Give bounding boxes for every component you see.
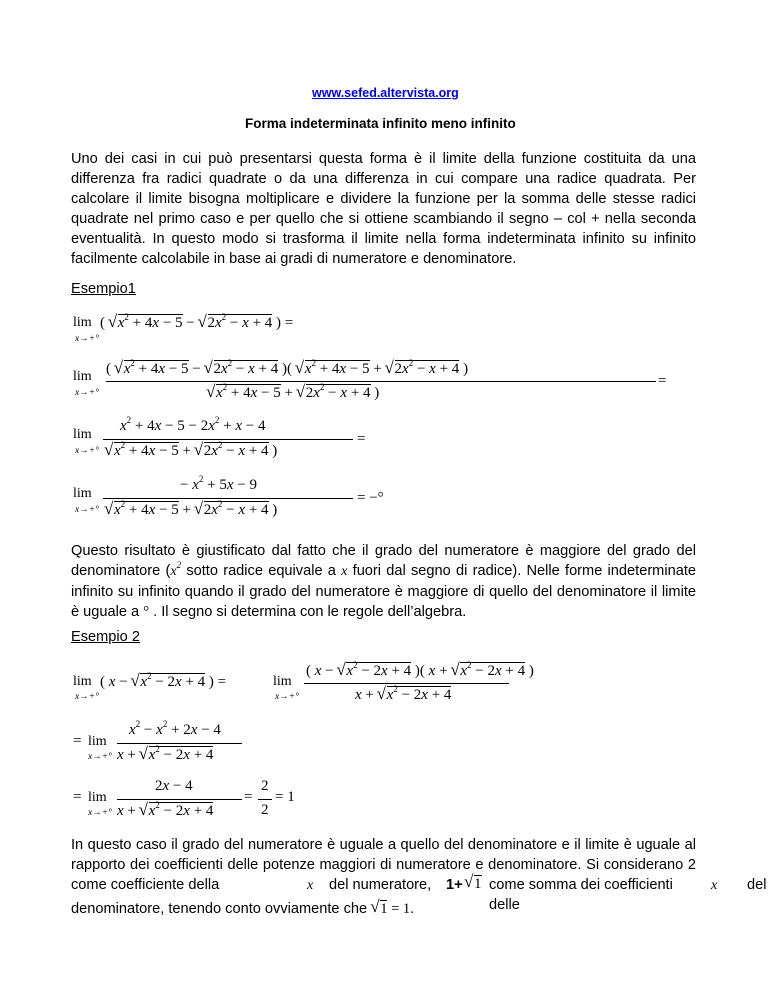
example2-conclusion-2: x del numeratore, 1+ √ 1 come somma dei coefficienti delle x del (71, 875, 696, 897)
limit-subscript: x→+° (75, 505, 99, 515)
limit-word: lim (88, 734, 107, 749)
example1-step3: lim x→+° $x^2 + 4x - 5 - 2x^2 + x - 4$ √ $x^2 + 4x - 5$ + √ $2x^2 - x + 4$ ) = (73, 418, 383, 468)
example2-conclusion-1: In questo caso il grado del numeratore è uguale a quello del denominatore e il limite è uguale al rapporto dei coefficienti delle potenze maggiori di numeratore e denominatore. Si considerano 2 come coefficiente della (71, 837, 696, 893)
limit-subscript: x→+° (275, 692, 299, 702)
limit-subscript: x→+° (75, 446, 99, 456)
fraction-bar (103, 498, 353, 499)
limit-word: lim (73, 369, 92, 384)
intro-paragraph: Uno dei casi in cui può presentarsi questa forma è il limite della funzione costituita da una differenza fra radici quadrate o da una differenza in cui compare una radice quadrata. Per calcolare il limite bisogna moltiplicare e dividere la funzione per la somma delle stesse radici quadrate nel primo caso e per quello che si ottiene scambiando il segno – col + nella seconda eventualità. In questo modo si trasforma il limite nella forma indeterminata infinito su infinito facilmente calcolabile in base ai gradi di numeratore e denominatore. (71, 151, 696, 267)
example1-heading: Esempio1 (71, 281, 136, 297)
example2-result: 1 (287, 789, 295, 805)
limit-word: lim (88, 790, 107, 805)
limit-subscript: x→+° (75, 692, 99, 702)
example1-step1: lim x→+° ( √ $x^2 + 4x - 5$ − √ $2x^2 - x + 4$ ) = (73, 310, 403, 354)
limit-word: lim (73, 486, 92, 501)
example1-step2: lim x→+° ( √ $x^2 + 4x - 5$ − √ $2x^2 - x + 4$ )( √ $x^2 + 4x - 5$ + √ $2x^2 - x + 4$ ) √ $x^2 + 4x - 5$ + √ $2x^2 - x + 4$ ) = (73, 360, 663, 410)
limit-subscript: x→+° (75, 388, 99, 398)
example2-step3: = lim x→+° 2x − 4 x + √ $x^2 - 2x + 4$ = 2 2 = 1 (73, 778, 293, 828)
example2-conclusion-3: denominatore, tenendo conto ovviamente che √ 1 = 1. (71, 899, 696, 921)
limit-subscript: x→+° (75, 334, 99, 344)
fraction-bar (258, 799, 272, 800)
example1-result: = −° (357, 490, 384, 506)
example2-heading: Esempio 2 (71, 629, 140, 645)
limit-subscript: x→+° (88, 808, 112, 818)
limit-subscript: x→+° (88, 752, 112, 762)
fraction-bar (117, 743, 242, 744)
example1-step4: lim x→+° − $x^2 + 5x - 9$ √ $x^2 + 4x - 5$ + √ $2x^2 - x + 4$ ) = −° (73, 477, 393, 527)
page-title: Forma indeterminata infinito meno infinito (245, 116, 516, 131)
limit-word: lim (73, 674, 92, 689)
fraction-bar (103, 439, 353, 440)
limit-word: lim (273, 674, 292, 689)
example1-explanation: Questo risultato è giustificato dal fatto che il grado del numeratore è maggiore del grado del denominatore ($x^2$ sotto radice equivale a x fuori dal segno di radice). Nelle forme indeterminate infinito su infinito quando il grado del numeratore è maggiore di quello del denominatore il limite è uguale a ° . Il segno si determina con le regole dell’algebra. (71, 543, 696, 620)
fraction-bar (304, 683, 509, 684)
fraction-bar (117, 799, 242, 800)
limit-word: lim (73, 427, 92, 442)
example2-step2: = lim x→+° $x^2 - x^2 + 2x - 4$ x + √ $x^2 - 2x + 4$ (73, 722, 273, 772)
example2-step1: lim x→+° ( x − √ $x^2 - 2x + 4$ ) = lim x→+° ( x − √ $x^2 - 2x + 4$ )( x + √ $x^2 - 2x + 4$ ) x + √ $x^2 - 2x + 4$ (73, 662, 513, 712)
value-numerator: 2 (261, 778, 269, 794)
limit-word: lim (73, 315, 92, 330)
fraction-bar (106, 381, 656, 382)
value-denominator: 2 (261, 802, 269, 818)
site-link[interactable]: www.sefed.altervista.org (312, 86, 459, 100)
